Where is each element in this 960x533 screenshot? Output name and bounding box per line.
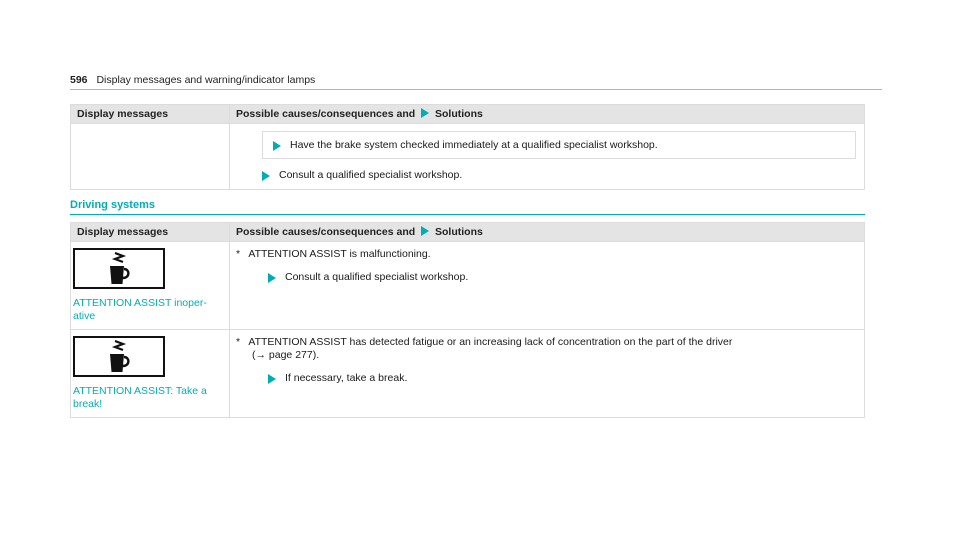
causes-label: Possible causes/consequences and: [236, 226, 416, 238]
solutions-cell: [230, 330, 865, 418]
table-row: [71, 124, 865, 190]
table-row: [71, 330, 865, 418]
step-text: Consult a qualified specialist workshop.: [285, 271, 469, 283]
page-number: 596: [70, 74, 88, 86]
driving-systems-table: [70, 222, 865, 418]
section-divider: [70, 214, 865, 215]
step-text: Consult a qualified specialist workshop.: [279, 169, 463, 181]
cause-line: [236, 248, 858, 261]
cause-marker: *: [236, 248, 241, 260]
arrow-right-icon: [273, 141, 281, 151]
section-title: Driving systems: [70, 199, 155, 211]
column-header-display-messages: Display messages: [71, 105, 230, 124]
header-divider: [70, 89, 882, 90]
arrow-right-icon: [421, 226, 429, 236]
arrow-right-icon: [268, 273, 276, 283]
column-header-display-messages: Display messages: [71, 223, 230, 242]
cause-marker: *: [236, 336, 241, 348]
display-message-text: [73, 385, 223, 411]
display-message-line-2: ative: [73, 310, 96, 322]
display-messages-table-brake: [70, 104, 865, 190]
cause-line: [236, 336, 858, 349]
solutions-label: Solutions: [435, 108, 483, 120]
causes-label: Possible causes/consequences and: [236, 108, 416, 120]
table-header-row: [71, 105, 865, 124]
step: [268, 372, 858, 385]
display-message-text: [73, 297, 223, 323]
table-row: [71, 242, 865, 330]
column-header-causes-solutions: [230, 105, 865, 124]
column-header-causes-solutions: [230, 223, 865, 242]
boxed-step: [262, 131, 856, 159]
arrow-right-icon: [421, 108, 429, 118]
display-message-line-1: ATTENTION ASSIST: Take a: [73, 385, 207, 397]
page-title: Display messages and warning/indicator lamps: [96, 74, 316, 86]
message-cell: [71, 242, 230, 330]
solutions-label: Solutions: [435, 226, 483, 238]
empty-message-cell: [71, 124, 230, 190]
arrow-right-icon: [262, 171, 270, 181]
step: [230, 159, 864, 181]
message-cell: [71, 330, 230, 418]
solutions-cell: [230, 242, 865, 330]
table-header-row: [71, 223, 865, 242]
coffee-cup-icon: [73, 336, 165, 377]
display-message-line-1: ATTENTION ASSIST inoper-: [73, 297, 207, 309]
page-header: [70, 74, 315, 86]
solutions-cell: [230, 124, 865, 190]
page-reference[interactable]: (→ page 277).: [252, 349, 320, 361]
cause-text: ATTENTION ASSIST has detected fatigue or an increasing lack of concentration on the part of the driver: [248, 336, 733, 348]
cause-text: ATTENTION ASSIST is malfunctioning.: [248, 248, 431, 260]
coffee-cup-icon: [73, 248, 165, 289]
step-text: If necessary, take a break.: [285, 372, 408, 384]
boxed-step-text: Have the brake system checked immediately at a qualified specialist workshop.: [290, 139, 658, 151]
display-message-line-2: break!: [73, 398, 103, 410]
arrow-right-icon: [268, 374, 276, 384]
step: [268, 271, 858, 284]
